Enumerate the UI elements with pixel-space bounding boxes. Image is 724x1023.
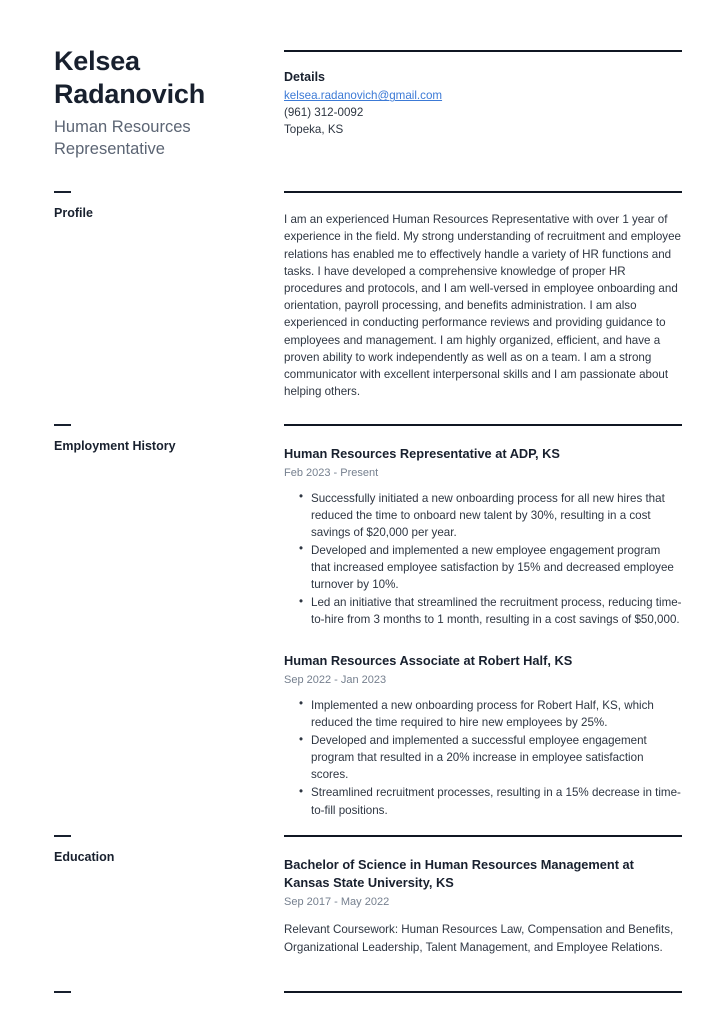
- list-item: • Developed and implemented a new employee engagement program that increased employee satisfaction by 15% and decreased employee turnover by 10%.: [311, 542, 682, 593]
- section-dash-icon: [54, 991, 71, 993]
- details-section: [284, 50, 682, 139]
- job-title-line-1: Human Resources: [54, 117, 191, 136]
- list-item: • Successfully initiated a new onboarding process for all new hires that reduced the time to onboard new talent by 30%, resulting in a cost savings of $20,000 per year.: [311, 490, 682, 541]
- list-item: • Implemented a new onboarding process for Robert Half, KS, which reduced the time required to hire new employees by 25%.: [311, 697, 682, 731]
- job-title: Human Resources Representative at ADP, KS: [284, 446, 560, 462]
- section-dash-icon: [54, 191, 71, 193]
- job-date-range: Feb 2023 - Present: [284, 466, 379, 479]
- section-label-employment: Employment History: [54, 439, 176, 453]
- details-email-row: [284, 88, 682, 105]
- section-dash-icon: [54, 835, 71, 837]
- rail-label-employment: [54, 424, 269, 454]
- profile-section: [284, 191, 682, 400]
- employment-section: [284, 424, 682, 820]
- candidate-job-title: [54, 117, 269, 161]
- profile-text: I am an experienced Human Resources Representative with over 1 year of experience in the field. My strong understanding of recruitment and employee relations has enabled me to effectively handle a variety of HR functions and tasks. I have developed a comprehensive knowledge of proper HR procedures and protocols, and I am well-versed in employee onboarding and orientation, payroll processing, and benefits administration. I am also experienced in conducting performance reviews and providing guidance to employees and management. I am highly organized, efficient, and have a proven ability to work independently as well as on a team. I am a strong communicator with excellent interpersonal skills and I am passionate about helping others.: [284, 213, 681, 399]
- section-dash-icon: [54, 424, 71, 426]
- candidate-last-name: Radanovich: [54, 78, 206, 109]
- education-date-range: Sep 2017 - May 2022: [284, 895, 390, 908]
- employment-entry: [284, 652, 682, 818]
- next-section-placeholder: [284, 991, 682, 993]
- candidate-first-name: Kelsea: [54, 46, 140, 76]
- list-item: • Developed and implemented a successful employee engagement program that resulted in a 20% increase in employee satisfaction scores.: [311, 732, 682, 783]
- education-section: [284, 835, 682, 956]
- section-label-education: Education: [54, 850, 115, 864]
- details-location: Topeka, KS: [284, 123, 344, 137]
- rail-label-profile: [54, 191, 269, 221]
- rail-label-next-section: [54, 991, 269, 1006]
- section-divider: [284, 991, 682, 993]
- education-degree-title: Bachelor of Science in Human Resources Management at Kansas State University, KS: [284, 857, 634, 890]
- section-label-profile: Profile: [54, 206, 93, 220]
- education-description: Relevant Coursework: Human Resources Law, Compensation and Benefits, Organizational Leadership, Talent Management, and Employee Relations.: [284, 923, 674, 954]
- employment-entry: [284, 445, 682, 628]
- job-title-line-2: Representative: [54, 139, 165, 158]
- candidate-name: [54, 45, 269, 111]
- job-title: Human Resources Associate at Robert Half, KS: [284, 653, 573, 669]
- job-date-range: Sep 2022 - Jan 2023: [284, 674, 387, 687]
- details-phone: (961) 312-0092: [284, 106, 364, 120]
- details-heading: Details: [284, 70, 325, 85]
- list-item: • Streamlined recruitment processes, resulting in a 15% decrease in time-to-fill positions.: [311, 784, 682, 818]
- resume-header: [54, 45, 269, 160]
- job-bullet-list: [284, 490, 682, 629]
- email-link[interactable]: kelsea.radanovich@gmail.com: [284, 89, 443, 103]
- job-bullet-list: [284, 697, 682, 819]
- list-item: • Led an initiative that streamlined the recruitment process, reducing time-to-hire from 3 months to 1 month, resulting in a cost savings of $50,000.: [311, 594, 682, 628]
- rail-label-education: [54, 835, 269, 865]
